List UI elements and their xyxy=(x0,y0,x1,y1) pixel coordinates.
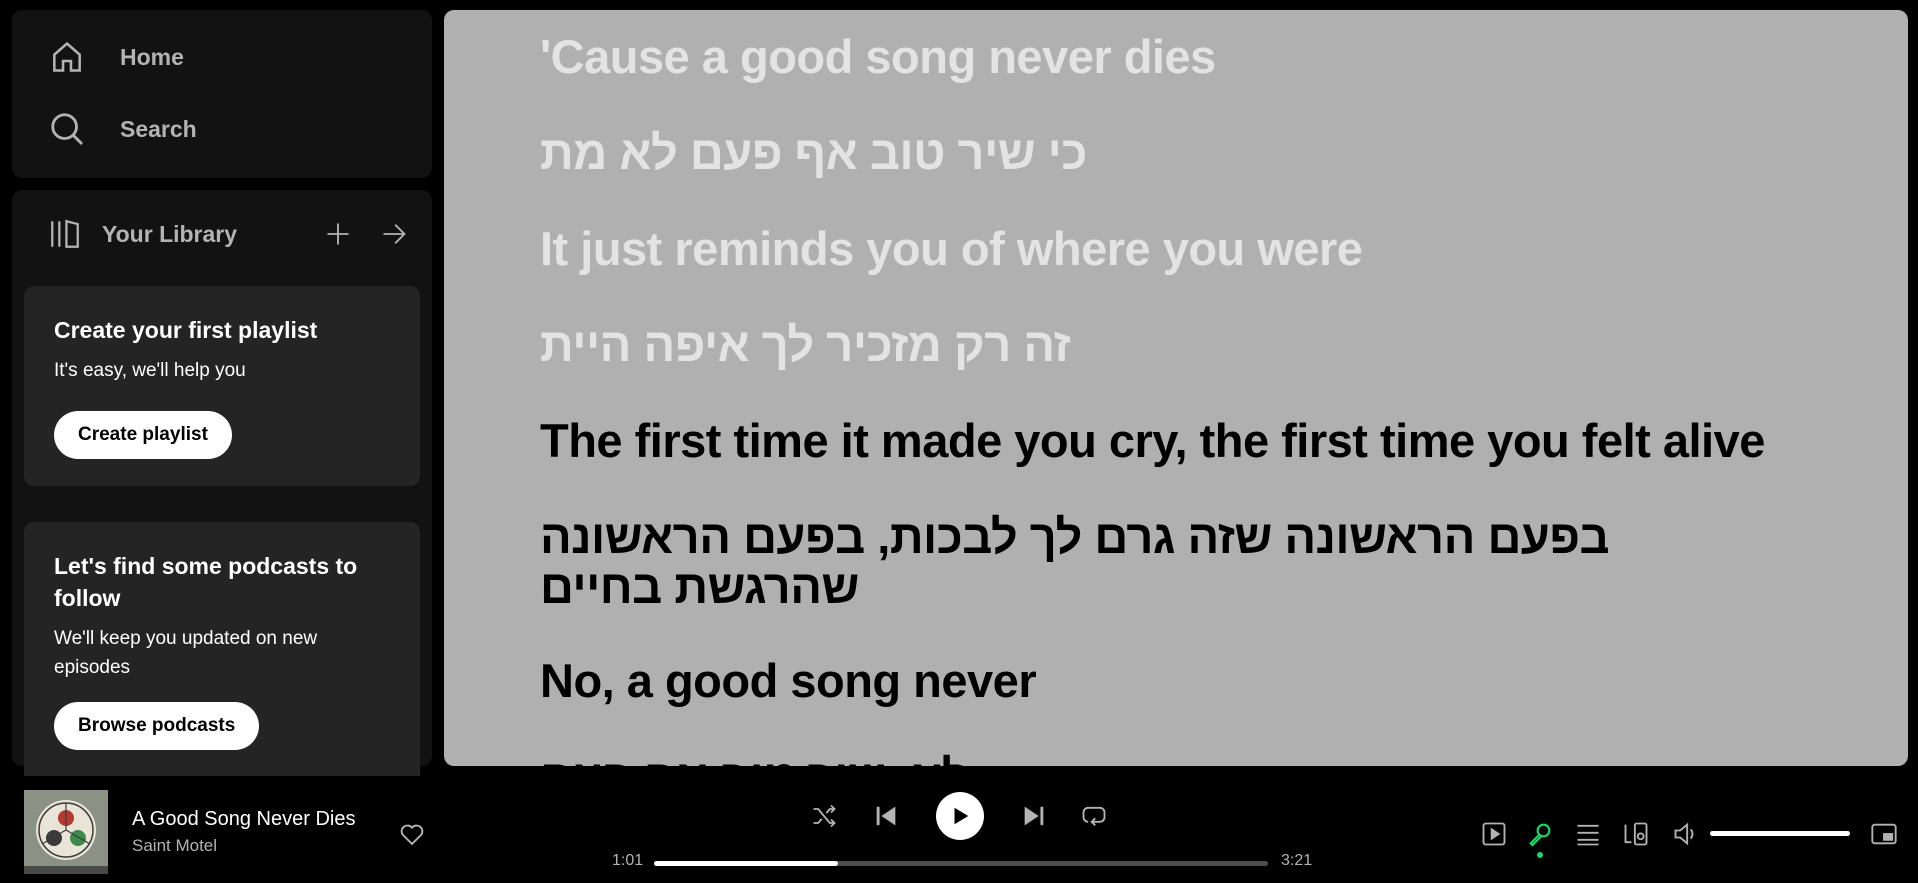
lyric-line[interactable]: בפעם הראשונה שזה גרם לך לבכות, בפעם הראשונה שהרגשת בחיים xyxy=(540,510,1610,613)
create-playlist-subtitle: It's easy, we'll help you xyxy=(54,360,246,381)
podcasts-subtitle: We'll keep you updated on new episodes xyxy=(54,628,318,678)
now-playing-view-icon[interactable] xyxy=(1480,820,1508,848)
lyric-line[interactable]: No, a good song never xyxy=(540,654,1037,707)
podcasts-title: Let's find some podcasts to follow xyxy=(54,553,358,611)
playback-controls xyxy=(810,790,1110,842)
lyrics-panel[interactable] xyxy=(444,10,1908,766)
progress-bar[interactable] xyxy=(654,861,1268,866)
track-title[interactable]: A Good Song Never Dies xyxy=(132,808,356,830)
volume-slider[interactable] xyxy=(1710,831,1850,836)
nav-home-label: Home xyxy=(120,43,184,70)
browse-podcasts-button[interactable]: Browse podcasts xyxy=(54,702,259,750)
repeat-icon[interactable] xyxy=(1080,802,1108,830)
mini-player-icon[interactable] xyxy=(1870,820,1898,848)
play-icon xyxy=(949,805,971,827)
nav-search-label: Search xyxy=(120,115,197,142)
lyric-line[interactable]: The first time it made you cry, the first time you felt alive xyxy=(540,414,1765,467)
create-playlist-button[interactable]: Create playlist xyxy=(54,411,232,459)
podcasts-card xyxy=(24,522,420,802)
volume-fill xyxy=(1710,831,1850,836)
library-panel xyxy=(12,190,432,766)
main-nav xyxy=(12,10,432,178)
lyrics-mic-icon[interactable] xyxy=(1526,820,1554,848)
elapsed-time: 1:01 xyxy=(612,852,644,869)
search-icon xyxy=(48,110,86,148)
home-icon xyxy=(48,38,86,76)
next-icon[interactable] xyxy=(1020,802,1048,830)
nav-home[interactable] xyxy=(48,38,184,76)
arrow-right-icon[interactable] xyxy=(380,220,408,248)
library-icon xyxy=(48,217,82,251)
queue-icon[interactable] xyxy=(1574,820,1602,848)
total-duration: 3:21 xyxy=(1281,852,1313,869)
lyric-line[interactable]: It just reminds you of where you were xyxy=(540,222,1363,275)
create-playlist-title: Create your first playlist xyxy=(54,317,318,343)
lyric-line[interactable]: זה רק מזכיר לך איפה היית xyxy=(540,318,1071,371)
album-art-icon xyxy=(24,790,108,874)
library-title: Your Library xyxy=(102,220,238,247)
library-button[interactable] xyxy=(48,217,237,251)
active-indicator-dot xyxy=(1537,852,1543,858)
connect-device-icon[interactable] xyxy=(1622,820,1650,848)
progress-fill xyxy=(654,861,838,866)
previous-icon[interactable] xyxy=(872,802,900,830)
lyric-line[interactable]: כי שיר טוב אף פעם לא מת xyxy=(540,126,1087,179)
track-artist[interactable]: Saint Motel xyxy=(132,836,218,855)
library-actions xyxy=(324,220,408,248)
play-button[interactable] xyxy=(936,792,984,840)
album-cover[interactable] xyxy=(24,790,108,874)
library-header xyxy=(48,214,408,254)
plus-icon[interactable] xyxy=(324,220,352,248)
shuffle-icon[interactable] xyxy=(810,802,838,830)
like-heart-icon[interactable] xyxy=(398,820,426,848)
player-bar xyxy=(0,776,1918,883)
volume-icon[interactable] xyxy=(1672,820,1700,848)
nav-search[interactable] xyxy=(48,110,197,148)
lyric-line[interactable]: 'Cause a good song never dies xyxy=(540,30,1216,83)
create-playlist-card xyxy=(24,286,420,486)
